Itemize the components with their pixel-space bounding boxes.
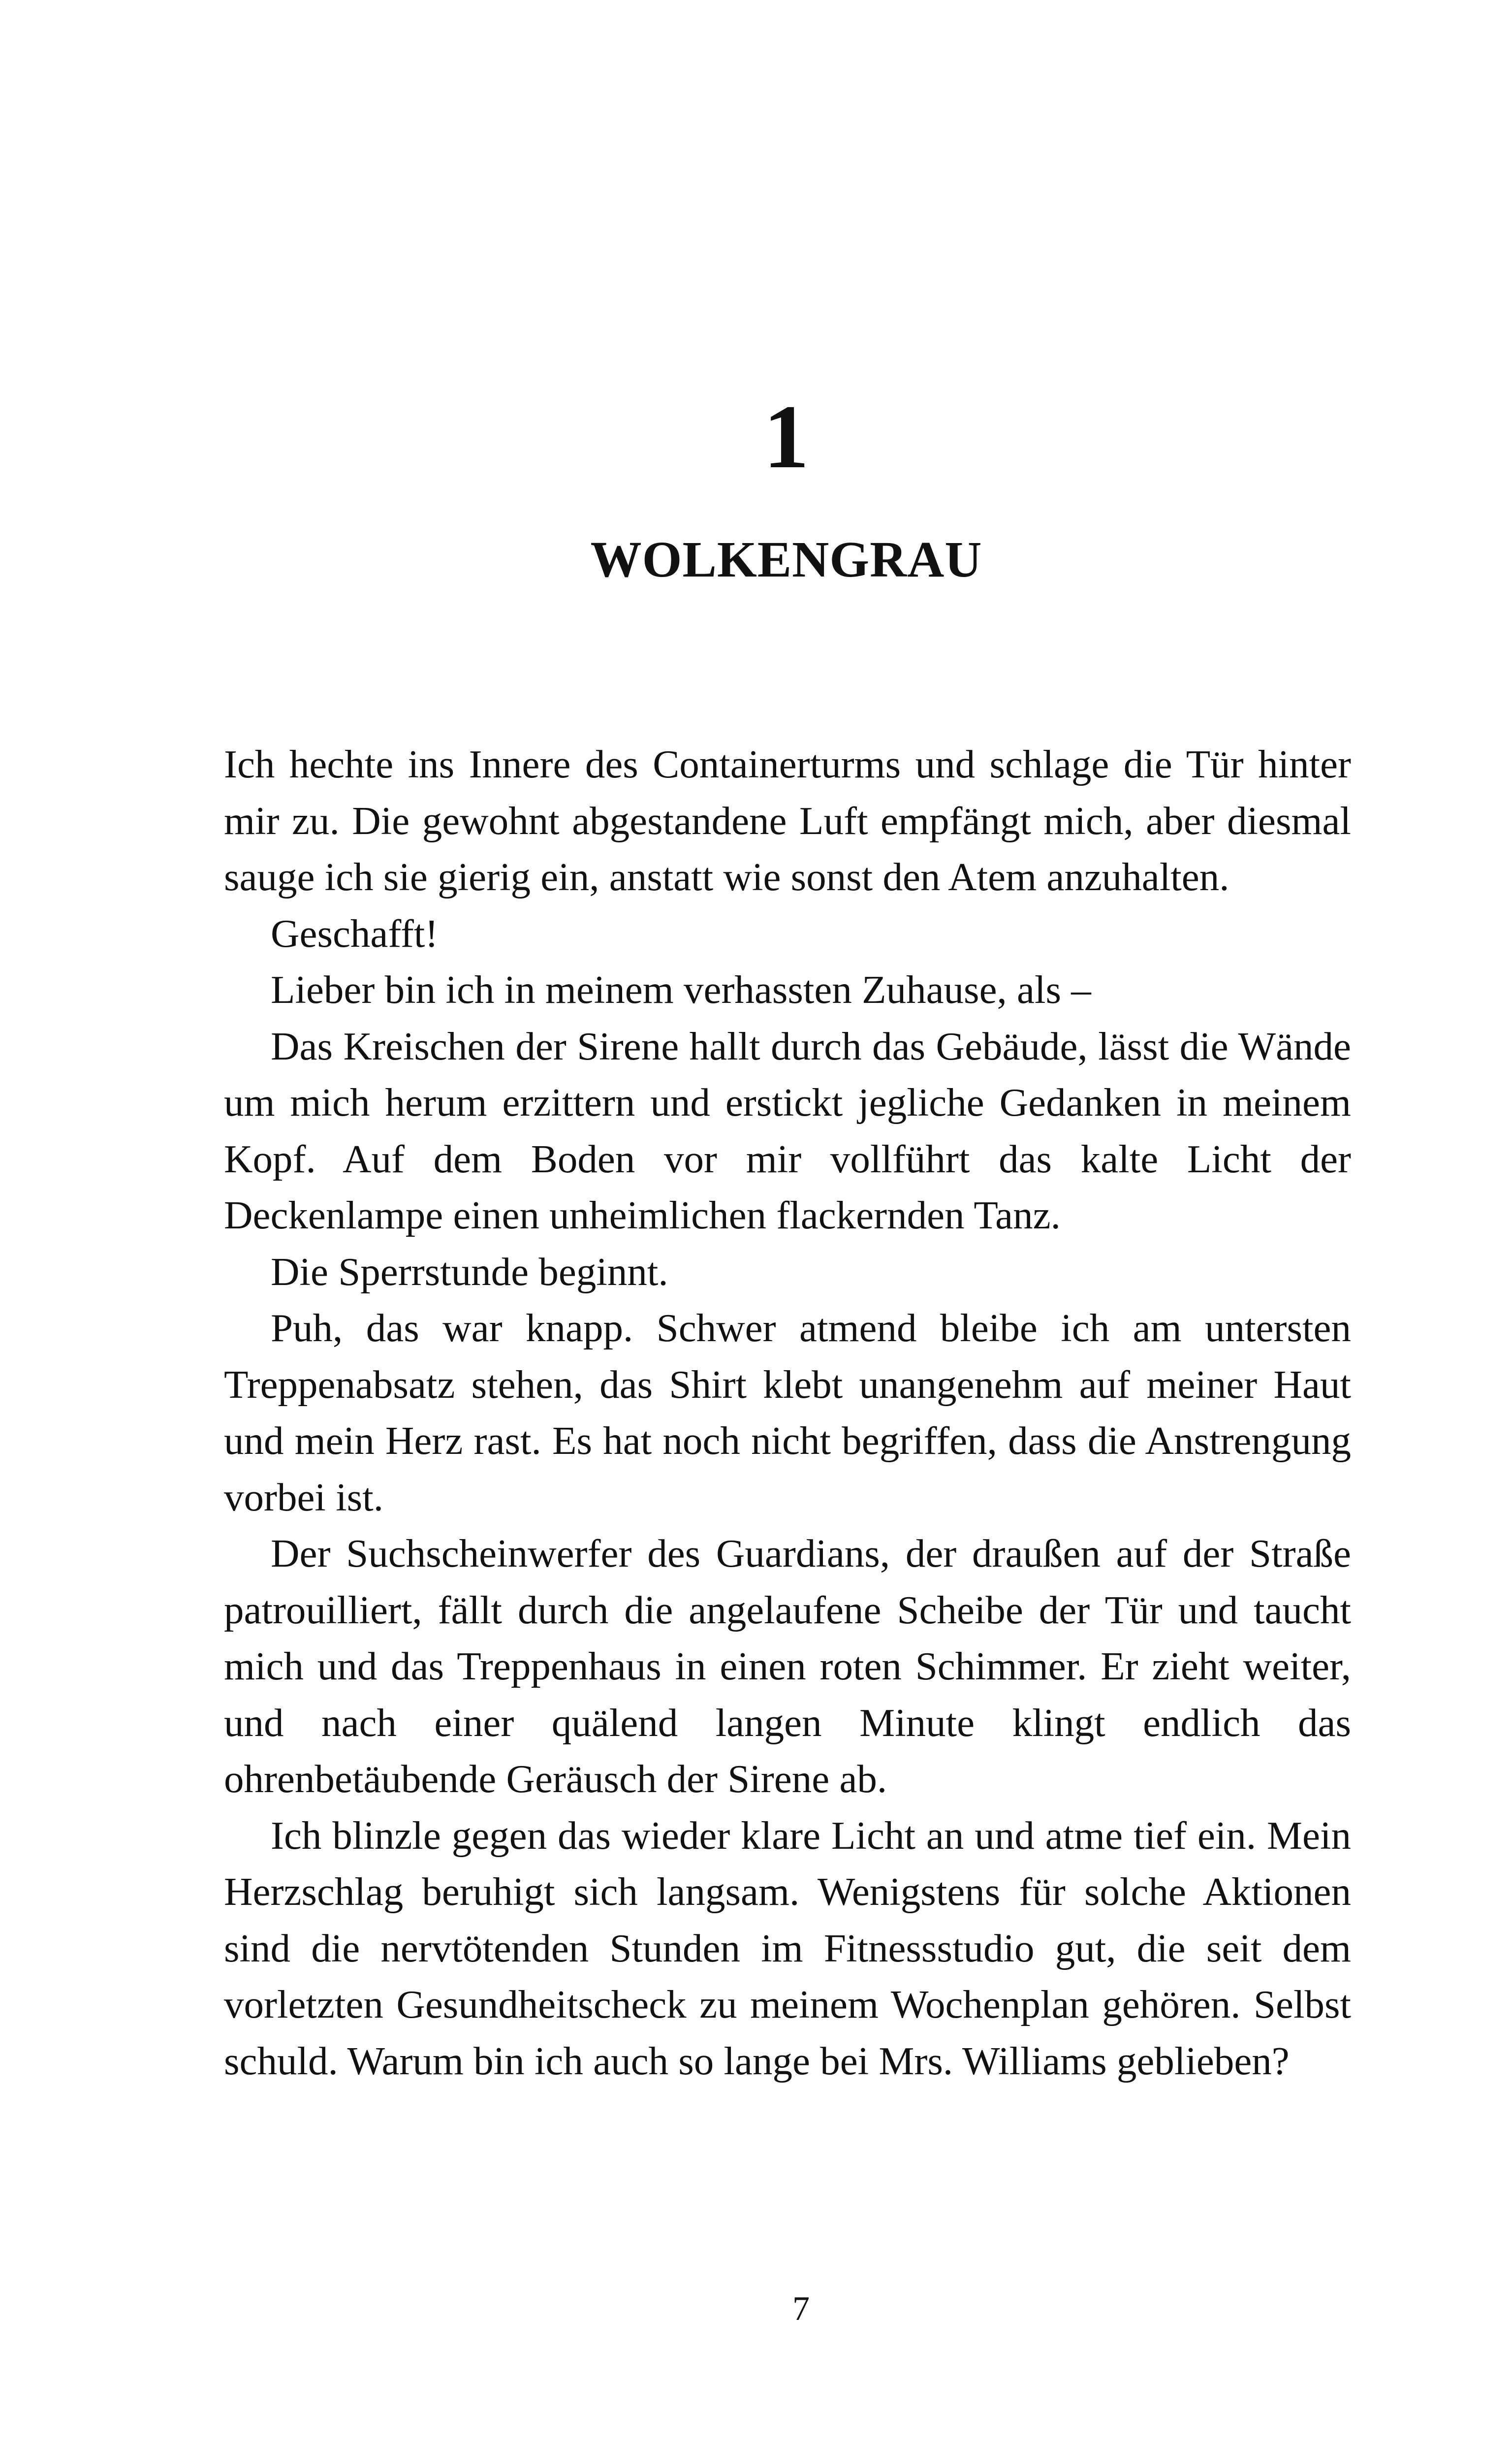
paragraph: Das Kreischen der Sirene hallt durch das Gebäude, lässt die Wände um mich herum erzittern und erstickt jegliche Gedanken in meinem Kopf. Auf dem Boden vor mir vollführt das kalte Licht der Deckenlampe einen unheimlichen flackernden Tanz. [224, 1024, 1351, 1237]
chapter-number: 1 [763, 386, 809, 487]
paragraph: Ich blinzle gegen das wieder klare Licht an und atme tief ein. Mein Herzschlag beruhigt sich langsam. Wenigstens für solche Aktionen sind die nervtötenden Stunden im Fitnessstudio gut, die seit dem vorletzten Gesundheitscheck zu meinem Wochenplan gehören. Selbst schuld. Warum bin ich auch so lange bei Mrs. Williams geblieben? [224, 1813, 1351, 2083]
chapter-title: WOLKENGRAU [590, 531, 982, 588]
paragraph: Lieber bin ich in meinem verhassten Zuhause, als – [271, 967, 1091, 1012]
paragraph: Geschafft! [271, 911, 439, 956]
chapter-body [224, 736, 1351, 2089]
paragraph: Ich hechte ins Innere des Containerturms und schlage die Tür hinter mir zu. Die gewohnt abgestandene Luft empfängt mich, aber diesmal sauge ich sie gierig ein, anstatt wie sonst den Atem anzuhalten. [224, 742, 1351, 899]
paragraph: Die Sperrstunde beginnt. [271, 1249, 668, 1294]
paragraph: Der Suchscheinwerfer des Guardians, der draußen auf der Straße patrouilliert, fällt durch die angelaufene Scheibe der Tür und taucht mich und das Treppenhaus in einen roten Schimmer. Er zieht weiter, und nach einer quälend langen Minute klingt endlich das ohrenbetäubende Geräusch der Sirene ab. [224, 1531, 1351, 1801]
page-number: 7 [792, 2290, 810, 2328]
paragraph: Puh, das war knapp. Schwer atmend bleibe ich am untersten Treppenabsatz stehen, das Shirt klebt unangenehm auf meiner Haut und mein Herz rast. Es hat noch nicht begriffen, dass die Anstrengung vorbei ist. [224, 1306, 1351, 1519]
